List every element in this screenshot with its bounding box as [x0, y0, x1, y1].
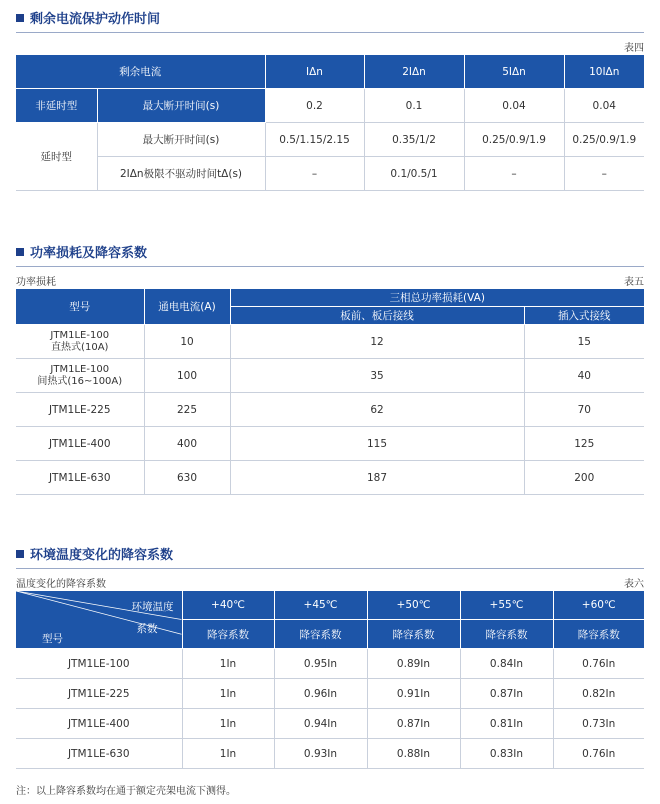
section-title-residual-current	[16, 8, 160, 27]
table-cell: 0.1/0.5/1	[364, 157, 464, 191]
model-cell: JTM1LE-100	[16, 649, 182, 679]
header-plug-in-wiring: 插入式接线	[524, 307, 644, 325]
divider	[16, 568, 644, 569]
divider	[16, 32, 644, 33]
table-cell: 40	[524, 359, 644, 393]
table-cell: 10	[144, 325, 230, 359]
table-cell: 115	[230, 427, 524, 461]
model-cell: JTM1LE-225	[16, 679, 182, 709]
section-title-temperature-derating	[16, 544, 173, 563]
table-cell: 15	[524, 325, 644, 359]
header-model: 型号	[16, 289, 144, 325]
header-total-loss: 三相总功率损耗(VA)	[230, 289, 644, 307]
table-cell: 12	[230, 325, 524, 359]
table-cell: –	[564, 157, 644, 191]
power-loss-table	[16, 288, 644, 495]
header-temp: +45℃	[274, 591, 367, 620]
row-label: 最大断开时间(s)	[97, 123, 265, 157]
model-cell: JTM1LE-225	[16, 393, 144, 427]
table-cell: 1In	[182, 679, 274, 709]
header-coef: 降容系数	[367, 620, 460, 649]
table-cell: 225	[144, 393, 230, 427]
section-title-text: 剩余电流保护动作时间	[30, 12, 161, 27]
table-cell: 0.89In	[367, 649, 460, 679]
header-col: IΔn	[265, 55, 364, 89]
table-cell: 70	[524, 393, 644, 427]
table-cell: 0.96In	[274, 679, 367, 709]
model-cell: JTM1LE-400	[16, 709, 182, 739]
table-cell: 0.81In	[460, 709, 553, 739]
table-cell: 0.35/1/2	[364, 123, 464, 157]
table-cell: 0.73In	[553, 709, 644, 739]
footnote: 注：以上降容系数均在通于额定壳架电流下测得。	[16, 786, 236, 797]
table-caption: 功率损耗	[16, 277, 56, 288]
square-bullet-icon	[16, 550, 24, 558]
table-cell: 125	[524, 427, 644, 461]
header-residual-current: 剩余电流	[16, 55, 265, 89]
section-title-power-loss	[16, 242, 147, 261]
table-cell: –	[464, 157, 564, 191]
table-cell: 0.82In	[553, 679, 644, 709]
model-cell: JTM1LE-100 直热式(10A)	[16, 325, 144, 359]
table-cell: 100	[144, 359, 230, 393]
row-group-non-delay: 非延时型	[16, 89, 97, 123]
table-number: 表四	[624, 43, 644, 54]
temperature-derating-table	[16, 590, 644, 769]
header-temp: +55℃	[460, 591, 553, 620]
corner-model-label: 型号	[42, 633, 63, 645]
table-cell: 0.95In	[274, 649, 367, 679]
square-bullet-icon	[16, 248, 24, 256]
header-temp: +50℃	[367, 591, 460, 620]
table-cell: 0.1	[364, 89, 464, 123]
table-cell: 1In	[182, 649, 274, 679]
table-caption: 温度变化的降容系数	[16, 579, 106, 590]
header-col: 5IΔn	[464, 55, 564, 89]
table-cell: 187	[230, 461, 524, 495]
model-cell: JTM1LE-100 间热式(16~100A)	[16, 359, 144, 393]
table-cell: 1In	[182, 709, 274, 739]
table-cell: 1In	[182, 739, 274, 769]
header-coef: 降容系数	[182, 620, 274, 649]
header-temp: +40℃	[182, 591, 274, 620]
table-cell: 0.91In	[367, 679, 460, 709]
header-coef: 降容系数	[553, 620, 644, 649]
header-front-wiring: 板前、板后接线	[230, 307, 524, 325]
residual-current-table	[16, 54, 644, 191]
corner-header-cell	[16, 591, 182, 649]
table-cell: 0.04	[564, 89, 644, 123]
table-cell: 630	[144, 461, 230, 495]
table-cell: 0.5/1.15/2.15	[265, 123, 364, 157]
table-cell: 35	[230, 359, 524, 393]
corner-temp-label: 环境温度	[131, 601, 174, 613]
row-group-delay: 延时型	[16, 123, 97, 191]
table-cell: 0.87In	[367, 709, 460, 739]
divider	[16, 266, 644, 267]
table-number: 表六	[624, 579, 644, 590]
table-cell: 0.25/0.9/1.9	[564, 123, 644, 157]
square-bullet-icon	[16, 14, 24, 22]
row-label: 最大断开时间(s)	[97, 89, 265, 123]
section-title-text: 环境温度变化的降容系数	[30, 548, 174, 563]
header-current: 通电电流(A)	[144, 289, 230, 325]
header-coef: 降容系数	[274, 620, 367, 649]
header-col: 2IΔn	[364, 55, 464, 89]
table-cell: 0.83In	[460, 739, 553, 769]
header-temp: +60℃	[553, 591, 644, 620]
header-coef: 降容系数	[460, 620, 553, 649]
table-cell: 0.84In	[460, 649, 553, 679]
table-cell: 0.93In	[274, 739, 367, 769]
table-cell: 0.2	[265, 89, 364, 123]
table-cell: 0.76In	[553, 649, 644, 679]
model-cell: JTM1LE-400	[16, 427, 144, 461]
section-title-text: 功率损耗及降容系数	[30, 246, 148, 261]
table-number: 表五	[624, 277, 644, 288]
table-cell: 62	[230, 393, 524, 427]
table-cell: 0.88In	[367, 739, 460, 769]
model-cell: JTM1LE-630	[16, 739, 182, 769]
table-cell: 0.87In	[460, 679, 553, 709]
table-cell: 0.76In	[553, 739, 644, 769]
row-label: 2IΔn极限不驱动时间tΔ(s)	[97, 157, 265, 191]
table-cell: 0.25/0.9/1.9	[464, 123, 564, 157]
table-cell: 0.04	[464, 89, 564, 123]
table-cell: 200	[524, 461, 644, 495]
corner-coef-label: 系数	[136, 623, 158, 635]
table-cell: 0.94In	[274, 709, 367, 739]
header-col: 10IΔn	[564, 55, 644, 89]
table-cell: –	[265, 157, 364, 191]
model-cell: JTM1LE-630	[16, 461, 144, 495]
table-cell: 400	[144, 427, 230, 461]
